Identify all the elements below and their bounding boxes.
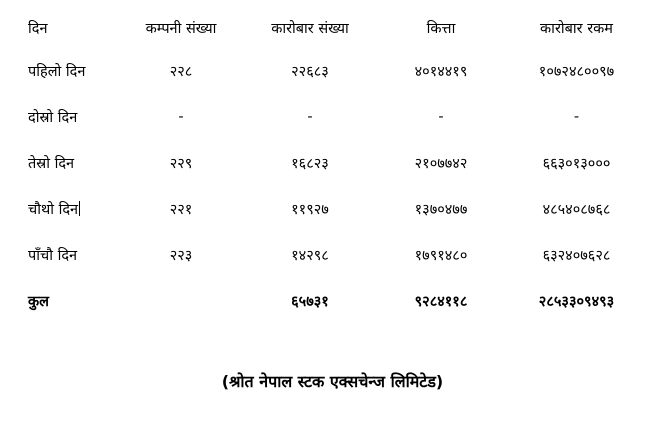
- cell-day: पहिलो दिन: [28, 64, 86, 80]
- cell-total-company-count: [122, 278, 240, 324]
- cell-total-transaction-amount: २८५३३०९४९३: [538, 294, 615, 310]
- table-row: [14, 186, 651, 232]
- cell-total-transaction-count: ६५७३१: [291, 294, 329, 310]
- cell-transaction-amount: ६६३०१३०००: [542, 156, 611, 172]
- column-header-transaction-amount: कारोबार रकम: [540, 21, 613, 37]
- cell-total-label: कुल: [28, 294, 49, 310]
- cell-kitta: ४०१४४१९: [414, 64, 468, 80]
- cell-company-count: २२८: [169, 64, 193, 80]
- cell-kitta: २१०७७४२: [414, 156, 468, 172]
- cell-kitta: १३७०४७७: [414, 202, 468, 218]
- cell-day-text: चौथो दिन: [28, 202, 79, 218]
- cell-transaction-count: २२६८३: [291, 64, 329, 80]
- cell-company-count: २२९: [169, 156, 193, 172]
- cell-day: पाँचौ दिन: [28, 248, 78, 264]
- cell-transaction-amount: -: [573, 109, 580, 125]
- column-header-day: दिन: [28, 21, 48, 37]
- cell-transaction-count: -: [307, 109, 313, 125]
- table-row: [14, 140, 651, 186]
- table-row: [14, 232, 651, 278]
- table-row: [14, 94, 651, 140]
- cell-transaction-count: १४२९८: [291, 248, 329, 264]
- column-header-transaction-count: कारोबार संख्या: [271, 21, 349, 37]
- cell-company-count: २२१: [169, 202, 193, 218]
- source-caption: (श्रोत नेपाल स्टक एक्सचेन्ज लिमिटेड): [221, 372, 444, 391]
- column-header-kitta: कित्ता: [426, 21, 456, 37]
- cell-transaction-count: ११९२७: [291, 202, 329, 218]
- table-total-row: [14, 278, 651, 324]
- cell-day: तेस्रो दिन: [28, 156, 75, 172]
- table-body: [14, 48, 651, 324]
- column-header-company-count: कम्पनी संख्या: [145, 21, 217, 37]
- table-header: [14, 8, 651, 48]
- cell-company-count: -: [178, 109, 184, 125]
- cell-day: दोस्रो दिन: [28, 110, 78, 126]
- cell-kitta: -: [438, 109, 444, 125]
- cell-total-kitta: ९२८४११८: [414, 294, 468, 310]
- cell-day: [14, 186, 122, 232]
- cell-kitta: १७९१४८०: [414, 248, 468, 264]
- table-header-row: [14, 8, 651, 48]
- cell-transaction-amount: ४८५४०८७६८: [542, 202, 611, 218]
- table-row: [14, 48, 651, 94]
- cell-transaction-amount: ६३२४०७६२८: [542, 248, 611, 264]
- trading-summary-table: [14, 8, 651, 324]
- cell-transaction-count: १६८२३: [291, 156, 329, 172]
- text-cursor: [79, 201, 80, 216]
- cell-company-count: २२३: [169, 248, 193, 264]
- cell-transaction-amount: १०७२४८००९७: [538, 64, 615, 80]
